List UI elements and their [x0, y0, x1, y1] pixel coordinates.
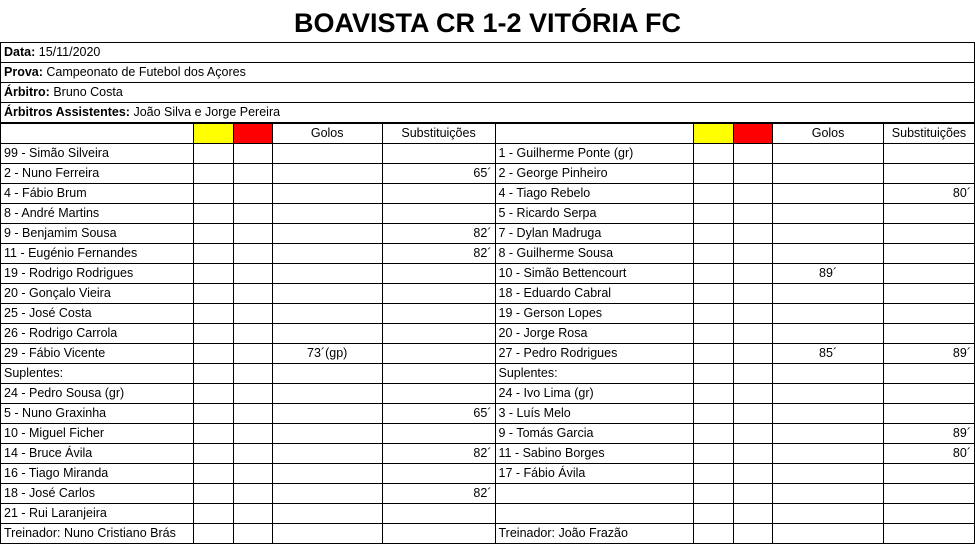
away-substitution [883, 304, 974, 324]
away-player-name: 10 - Simão Bettencourt [495, 264, 694, 284]
home-goal [272, 384, 382, 404]
home-goal [272, 524, 382, 544]
away-player-name: 18 - Eduardo Cabral [495, 284, 694, 304]
away-player-name: 17 - Fábio Ávila [495, 464, 694, 484]
home-red-card [233, 404, 272, 424]
away-yellow-card [694, 464, 734, 484]
home-substitution: 82´ [382, 484, 495, 504]
away-player-name: 19 - Gerson Lopes [495, 304, 694, 324]
home-goal [272, 444, 382, 464]
table-row [1, 264, 975, 284]
home-substitution [382, 464, 495, 484]
home-player-name: 11 - Eugénio Fernandes [1, 244, 194, 264]
home-yellow-card [193, 464, 233, 484]
assistants-value: João Silva e Jorge Pereira [133, 105, 281, 119]
home-red-card [233, 424, 272, 444]
away-player-name: 20 - Jorge Rosa [495, 324, 694, 344]
away-substitution: 80´ [883, 184, 974, 204]
home-yellow-card [193, 164, 233, 184]
away-goal [773, 244, 884, 264]
away-yellow-card [694, 224, 734, 244]
away-goal [773, 324, 884, 344]
away-goal [773, 524, 884, 544]
away-red-card [734, 444, 773, 464]
home-substitution [382, 504, 495, 524]
away-substitution [883, 524, 974, 544]
away-substitution: 80´ [883, 444, 974, 464]
away-player-name: 11 - Sabino Borges [495, 444, 694, 464]
assistants-label: Árbitros Assistentes: [4, 105, 130, 119]
table-row [1, 404, 975, 424]
match-title: BOAVISTA CR 1-2 VITÓRIA FC [0, 0, 975, 43]
home-substitution [382, 204, 495, 224]
away-goal [773, 204, 884, 224]
home-player-name: 18 - José Carlos [1, 484, 194, 504]
away-red-card [734, 484, 773, 504]
home-red-card [233, 184, 272, 204]
away-red-card [734, 464, 773, 484]
home-player-name: 19 - Rodrigo Rodrigues [1, 264, 194, 284]
away-player-name: Suplentes: [495, 364, 694, 384]
home-substitution [382, 284, 495, 304]
away-substitution: 89´ [883, 424, 974, 444]
away-substitution [883, 244, 974, 264]
away-red-card [734, 424, 773, 444]
away-substitution [883, 364, 974, 384]
home-substitution [382, 364, 495, 384]
away-red-card [734, 324, 773, 344]
home-yellow-card [193, 284, 233, 304]
home-yellow-card [193, 204, 233, 224]
table-row [1, 184, 975, 204]
away-yellow-card-header [694, 124, 734, 144]
away-player-name [495, 484, 694, 504]
info-assistants-row [0, 103, 975, 123]
home-red-card [233, 244, 272, 264]
home-substitution: 82´ [382, 224, 495, 244]
away-red-card [734, 224, 773, 244]
home-goal [272, 224, 382, 244]
home-red-card [233, 364, 272, 384]
home-player-name: 26 - Rodrigo Carrola [1, 324, 194, 344]
home-substitution [382, 264, 495, 284]
home-yellow-card [193, 244, 233, 264]
home-yellow-card [193, 364, 233, 384]
home-goals-header: Golos [272, 124, 382, 144]
away-red-card [734, 364, 773, 384]
home-goal [272, 304, 382, 324]
info-referee-row [0, 83, 975, 103]
home-yellow-card [193, 324, 233, 344]
home-goal [272, 504, 382, 524]
away-player-name: 5 - Ricardo Serpa [495, 204, 694, 224]
home-yellow-card [193, 344, 233, 364]
home-substitution [382, 324, 495, 344]
table-row [1, 484, 975, 504]
away-yellow-card [694, 184, 734, 204]
away-red-card [734, 504, 773, 524]
home-goal [272, 144, 382, 164]
away-player-name: 8 - Guilherme Sousa [495, 244, 694, 264]
away-goal [773, 364, 884, 384]
competition-value: Campeonato de Futebol dos Açores [46, 65, 246, 79]
table-row [1, 504, 975, 524]
home-red-card [233, 204, 272, 224]
home-red-card [233, 144, 272, 164]
home-substitution [382, 144, 495, 164]
table-row [1, 144, 975, 164]
home-player-name: 29 - Fábio Vicente [1, 344, 194, 364]
home-player-name: 24 - Pedro Sousa (gr) [1, 384, 194, 404]
away-player-name: 2 - George Pinheiro [495, 164, 694, 184]
away-yellow-card [694, 424, 734, 444]
home-subs-header: Substituições [382, 124, 495, 144]
away-substitution [883, 404, 974, 424]
table-row [1, 224, 975, 244]
away-player-name: 27 - Pedro Rodrigues [495, 344, 694, 364]
away-yellow-card [694, 344, 734, 364]
home-substitution: 82´ [382, 244, 495, 264]
home-goal [272, 184, 382, 204]
table-row [1, 244, 975, 264]
home-player-name: 20 - Gonçalo Vieira [1, 284, 194, 304]
home-goal [272, 204, 382, 224]
table-row [1, 464, 975, 484]
home-substitution [382, 384, 495, 404]
away-goal [773, 444, 884, 464]
home-substitution [382, 424, 495, 444]
home-yellow-card [193, 384, 233, 404]
away-team-header [495, 124, 694, 144]
table-row [1, 364, 975, 384]
home-red-card [233, 224, 272, 244]
away-substitution [883, 284, 974, 304]
away-goal [773, 184, 884, 204]
competition-label: Prova: [4, 65, 43, 79]
home-player-name: Suplentes: [1, 364, 194, 384]
home-substitution [382, 344, 495, 364]
date-label: Data: [4, 45, 36, 59]
table-row [1, 524, 975, 544]
home-yellow-card [193, 224, 233, 244]
home-goal: 73´(gp) [272, 344, 382, 364]
away-goal [773, 164, 884, 184]
home-substitution: 65´ [382, 404, 495, 424]
home-goal [272, 164, 382, 184]
date-value: 15/11/2020 [38, 45, 101, 59]
away-red-card [734, 264, 773, 284]
home-red-card [233, 504, 272, 524]
away-yellow-card [694, 484, 734, 504]
home-yellow-card [193, 144, 233, 164]
home-yellow-card [193, 484, 233, 504]
home-red-card [233, 284, 272, 304]
away-substitution [883, 164, 974, 184]
home-player-name: 2 - Nuno Ferreira [1, 164, 194, 184]
away-substitution: 89´ [883, 344, 974, 364]
home-substitution [382, 304, 495, 324]
header-row [1, 124, 975, 144]
away-yellow-card [694, 304, 734, 324]
away-player-name: Treinador: João Frazão [495, 524, 694, 544]
home-red-card [233, 264, 272, 284]
away-substitution [883, 324, 974, 344]
home-player-name: 99 - Simão Silveira [1, 144, 194, 164]
away-yellow-card [694, 244, 734, 264]
home-red-card [233, 164, 272, 184]
home-player-name: 14 - Bruce Ávila [1, 444, 194, 464]
referee-label: Árbitro: [4, 85, 50, 99]
away-yellow-card [694, 444, 734, 464]
away-red-card [734, 244, 773, 264]
away-player-name: 4 - Tiago Rebelo [495, 184, 694, 204]
table-row [1, 284, 975, 304]
table-row [1, 304, 975, 324]
away-goal [773, 224, 884, 244]
home-substitution [382, 184, 495, 204]
away-goal [773, 384, 884, 404]
away-yellow-card [694, 284, 734, 304]
home-player-name: 25 - José Costa [1, 304, 194, 324]
away-yellow-card [694, 524, 734, 544]
away-yellow-card [694, 164, 734, 184]
home-yellow-card-header [193, 124, 233, 144]
table-row [1, 344, 975, 364]
away-yellow-card [694, 324, 734, 344]
home-red-card [233, 444, 272, 464]
away-goal: 85´ [773, 344, 884, 364]
home-yellow-card [193, 184, 233, 204]
away-substitution [883, 464, 974, 484]
info-date-row [0, 43, 975, 63]
away-yellow-card [694, 204, 734, 224]
away-red-card-header [734, 124, 773, 144]
away-yellow-card [694, 264, 734, 284]
away-player-name [495, 504, 694, 524]
referee-value: Bruno Costa [53, 85, 123, 99]
away-red-card [734, 404, 773, 424]
home-yellow-card [193, 304, 233, 324]
home-red-card [233, 344, 272, 364]
home-team-header [1, 124, 194, 144]
home-player-name: 10 - Miguel Ficher [1, 424, 194, 444]
home-yellow-card [193, 504, 233, 524]
lineup-table [0, 123, 975, 544]
away-goal [773, 464, 884, 484]
home-goal [272, 404, 382, 424]
away-substitution [883, 224, 974, 244]
home-substitution: 82´ [382, 444, 495, 464]
home-yellow-card [193, 264, 233, 284]
home-player-name: 16 - Tiago Miranda [1, 464, 194, 484]
home-goal [272, 424, 382, 444]
away-player-name: 9 - Tomás Garcia [495, 424, 694, 444]
away-yellow-card [694, 384, 734, 404]
away-goal [773, 504, 884, 524]
table-row [1, 164, 975, 184]
table-row [1, 384, 975, 404]
away-yellow-card [694, 404, 734, 424]
home-goal [272, 484, 382, 504]
away-red-card [734, 204, 773, 224]
away-goal: 89´ [773, 264, 884, 284]
away-player-name: 3 - Luís Melo [495, 404, 694, 424]
home-red-card-header [233, 124, 272, 144]
home-red-card [233, 464, 272, 484]
home-player-name: 9 - Benjamim Sousa [1, 224, 194, 244]
home-yellow-card [193, 524, 233, 544]
away-goals-header: Golos [773, 124, 884, 144]
table-row [1, 424, 975, 444]
home-goal [272, 264, 382, 284]
home-red-card [233, 324, 272, 344]
home-substitution [382, 524, 495, 544]
away-red-card [734, 284, 773, 304]
home-player-name: 4 - Fábio Brum [1, 184, 194, 204]
home-goal [272, 324, 382, 344]
away-player-name: 24 - Ivo Lima (gr) [495, 384, 694, 404]
away-substitution [883, 264, 974, 284]
home-red-card [233, 304, 272, 324]
away-goal [773, 284, 884, 304]
home-goal [272, 364, 382, 384]
home-player-name: 21 - Rui Laranjeira [1, 504, 194, 524]
away-red-card [734, 384, 773, 404]
away-goal [773, 404, 884, 424]
home-substitution: 65´ [382, 164, 495, 184]
away-goal [773, 484, 884, 504]
home-red-card [233, 484, 272, 504]
home-goal [272, 464, 382, 484]
away-goal [773, 424, 884, 444]
home-player-name: 8 - André Martins [1, 204, 194, 224]
away-substitution [883, 484, 974, 504]
home-yellow-card [193, 404, 233, 424]
away-player-name: 1 - Guilherme Ponte (gr) [495, 144, 694, 164]
away-goal [773, 304, 884, 324]
away-red-card [734, 144, 773, 164]
table-row [1, 444, 975, 464]
away-subs-header: Substituições [883, 124, 974, 144]
table-row [1, 204, 975, 224]
home-yellow-card [193, 444, 233, 464]
away-red-card [734, 524, 773, 544]
home-yellow-card [193, 424, 233, 444]
away-substitution [883, 144, 974, 164]
home-red-card [233, 524, 272, 544]
away-substitution [883, 204, 974, 224]
home-red-card [233, 384, 272, 404]
away-red-card [734, 304, 773, 324]
home-player-name: Treinador: Nuno Cristiano Brás [1, 524, 194, 544]
home-goal [272, 284, 382, 304]
away-red-card [734, 184, 773, 204]
away-yellow-card [694, 364, 734, 384]
info-competition-row [0, 63, 975, 83]
away-substitution [883, 384, 974, 404]
away-goal [773, 144, 884, 164]
away-substitution [883, 504, 974, 524]
away-yellow-card [694, 504, 734, 524]
home-goal [272, 244, 382, 264]
away-red-card [734, 164, 773, 184]
away-player-name: 7 - Dylan Madruga [495, 224, 694, 244]
away-red-card [734, 344, 773, 364]
table-row [1, 324, 975, 344]
home-player-name: 5 - Nuno Graxinha [1, 404, 194, 424]
away-yellow-card [694, 144, 734, 164]
